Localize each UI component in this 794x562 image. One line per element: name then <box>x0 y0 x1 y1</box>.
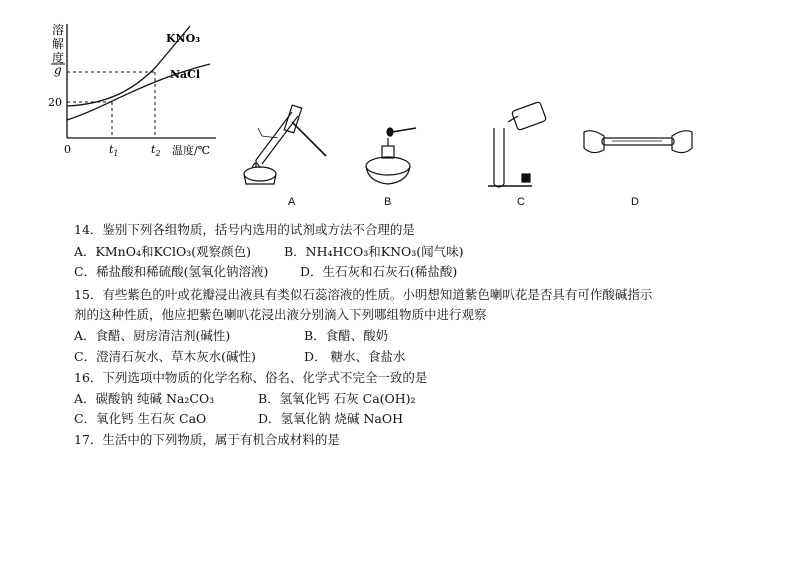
question-15-stem-line-2: 剂的这种性质，他应把紫色喇叭花浸出液分别滴入下列哪组物质中进行观察 <box>74 307 487 322</box>
figure-label-c: C <box>517 196 525 208</box>
apparatus-figures <box>232 98 696 198</box>
question-15-option-b: B．食醋、酸奶 <box>304 328 389 343</box>
question-15-option-c: C．澄清石灰水、草木灰水(碱性) <box>74 349 256 364</box>
figure-b-drawing <box>366 128 416 184</box>
question-16-option-c: C．氧化钙 生石灰 CaO <box>74 411 207 426</box>
question-15-option-d: D． 糖水、食盐水 <box>304 349 406 364</box>
graph-ylabel-char-3: 度 <box>52 51 65 65</box>
question-16-option-b: B．氢氧化钙 石灰 Ca(OH)₂ <box>258 391 416 406</box>
figure-label-a: A <box>288 196 296 208</box>
question-14-option-c: C．稀盐酸和稀硫酸(氢氧化钠溶液) <box>74 264 269 279</box>
graph-tick-t1: $t_1$ <box>109 143 119 158</box>
question-17-stem: 17．生活中的下列物质，属于有机合成材料的是 <box>74 432 340 447</box>
graph-tick-20: 20 <box>48 96 62 109</box>
figure-c-drawing <box>488 101 547 187</box>
graph-yunit: g <box>54 63 62 77</box>
solubility-graph <box>40 20 230 165</box>
figure-d-drawing <box>584 131 692 153</box>
question-16-option-a: A．碳酸钠 纯碱 Na₂CO₃ <box>74 391 215 406</box>
figure-label-d: D <box>631 196 639 208</box>
graph-xlabel: 温度/℃ <box>172 144 211 157</box>
question-16-stem: 16．下列选项中物质的化学名称、俗名、化学式不完全一致的是 <box>74 370 428 385</box>
question-14-stem: 14．鉴别下列各组物质，括号内选用的试剂或方法不合理的是 <box>74 222 415 237</box>
figure-a-drawing <box>244 105 326 184</box>
question-16-option-d: D．氢氧化钠 烧碱 NaOH <box>258 411 404 426</box>
graph-ylabel-char-1: 溶 <box>52 23 65 37</box>
question-15-option-a: A．食醋、厨房清洁剂(碱性) <box>74 328 231 343</box>
graph-ylabel-char-2: 解 <box>52 37 65 51</box>
question-14-option-a: A．KMnO₄和KClO₃(观察颜色) <box>74 244 252 259</box>
graph-origin: 0 <box>64 143 71 156</box>
question-14-option-b: B．NH₄HCO₃和KNO₃(闻气味) <box>284 244 464 259</box>
question-15-stem-line-1: 15．有些紫色的叶或花瓣浸出液具有类似石蕊溶液的性质。小明想知道紫色喇叭花是否具有可作酸碱指示 <box>74 287 653 302</box>
figure-label-b: B <box>384 196 392 208</box>
graph-tick-t2: $t_2$ <box>151 143 161 158</box>
question-14-option-d: D．生石灰和石灰石(稀盐酸) <box>300 264 458 279</box>
graph-label-kno3: KNO₃ <box>166 32 201 45</box>
graph-label-nacl: NaCl <box>170 68 201 81</box>
